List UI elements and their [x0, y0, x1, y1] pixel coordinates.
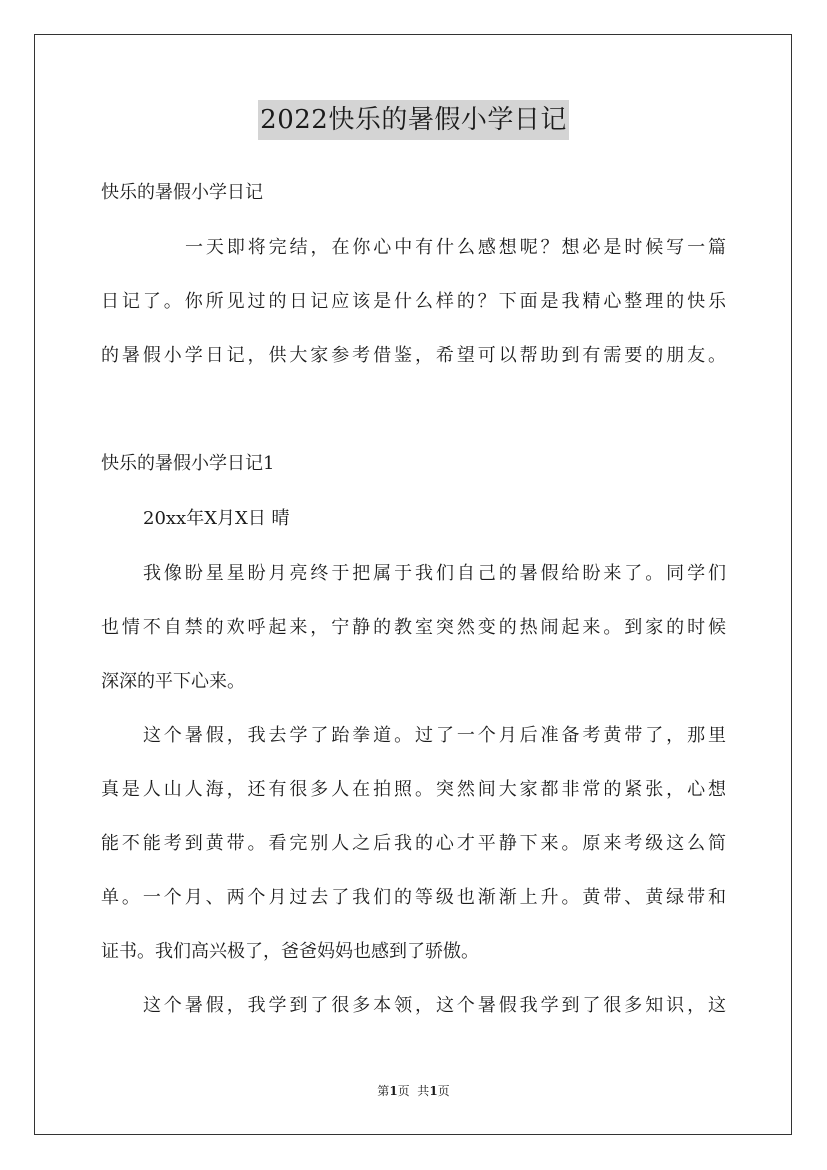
footer-total-pages: 1 [429, 1084, 438, 1098]
footer-page-prefix: 第 [377, 1084, 390, 1098]
paragraph2-line-1: 这个暑假，我去学了跆拳道。过了一个月后准备考黄带了，那里 [143, 725, 726, 746]
page-footer [0, 1083, 827, 1099]
paragraph3-line-1: 这个暑假，我学到了很多本领，这个暑假我学到了很多知识，这 [143, 995, 726, 1016]
intro-line-2: 日记了。你所见过的日记应该是什么样的？下面是我精心整理的快乐 [101, 291, 726, 312]
paragraph2-line-2: 真是人山人海，还有很多人在拍照。突然间大家都非常的紧张，心想 [101, 779, 726, 800]
footer-page-suffix: 页 [437, 1084, 450, 1098]
paragraph1-line-2: 也情不自禁的欢呼起来，宁静的教室突然变的热闹起来。到家的时候 [101, 617, 726, 638]
date-line: 20xx年X月X日 晴 [143, 508, 290, 529]
intro-line-1: 一天即将完结，在你心中有什么感想呢？想必是时候写一篇 [185, 237, 726, 258]
paragraph2-line-5: 证书。我们高兴极了，爸爸妈妈也感到了骄傲。 [101, 941, 479, 962]
section-heading: 快乐的暑假小学日记1 [101, 453, 275, 474]
title-container [0, 100, 827, 140]
document-subtitle: 快乐的暑假小学日记 [101, 182, 263, 203]
document-title: 2022快乐的暑假小学日记 [258, 100, 569, 140]
footer-page-number: 1 [389, 1084, 398, 1098]
paragraph2-line-3: 能不能考到黄带。看完别人之后我的心才平静下来。原来考级这么简 [101, 833, 726, 854]
paragraph2-line-4: 单。一个月、两个月过去了我们的等级也渐渐上升。黄带、黄绿带和 [101, 887, 726, 908]
paragraph1-line-1: 我像盼星星盼月亮终于把属于我们自己的暑假给盼来了。同学们 [143, 563, 726, 584]
paragraph1-line-3: 深深的平下心来。 [101, 671, 245, 692]
footer-page-mid: 页 共 [397, 1084, 430, 1098]
intro-line-3: 的暑假小学日记，供大家参考借鉴，希望可以帮助到有需要的朋友。 [101, 345, 726, 366]
